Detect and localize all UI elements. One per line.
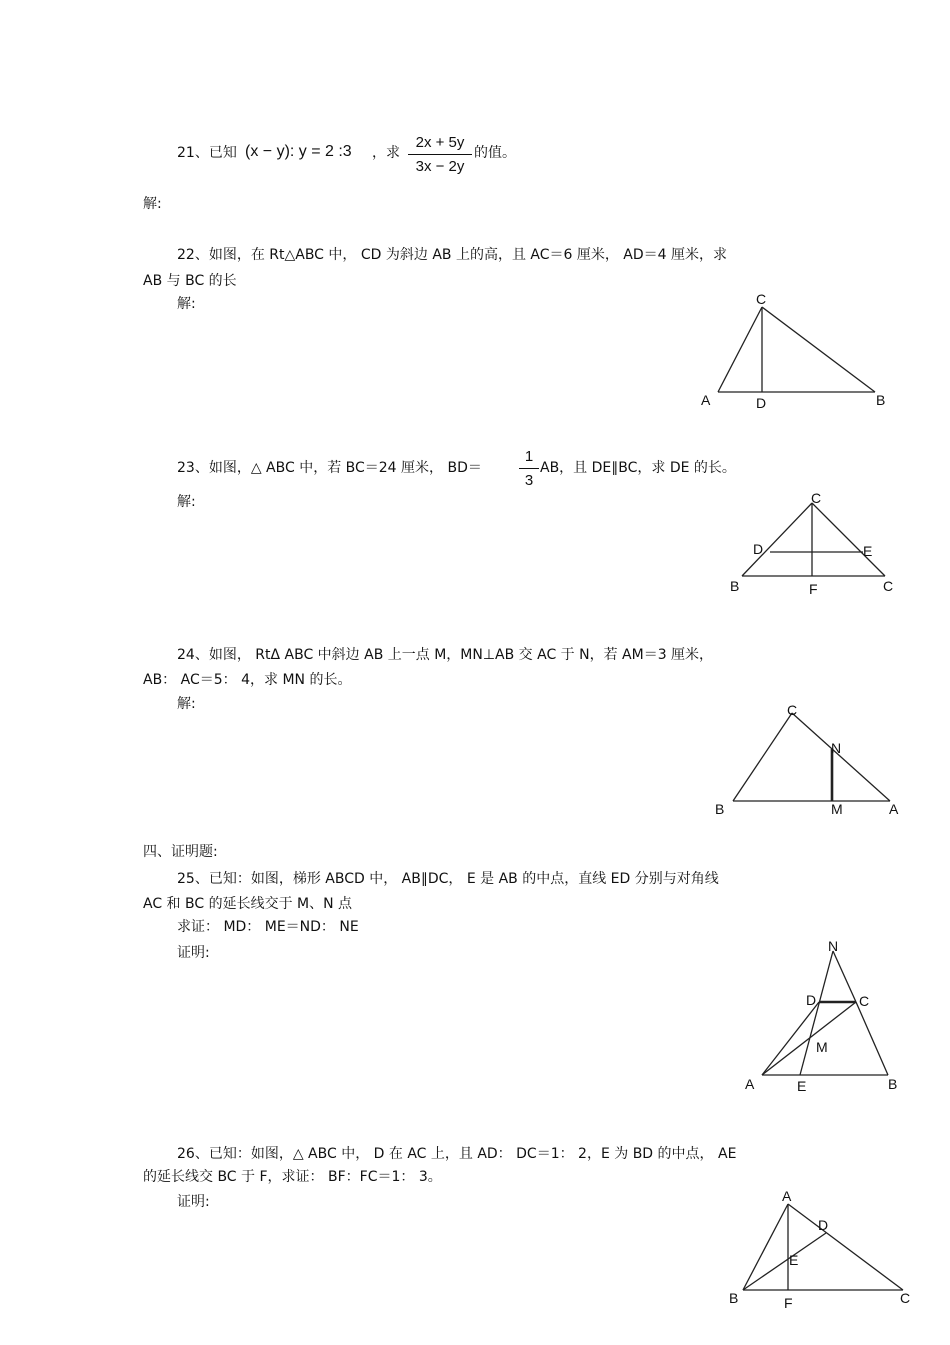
q26-answer-label: 证明:	[177, 1194, 210, 1210]
q21-fraction-denominator: 3x − 2y	[415, 158, 465, 175]
section-heading-proofs: 四、证明题:	[143, 844, 218, 860]
q23-label-d: D	[753, 541, 764, 557]
q21-ratio: (x − y): y = 2 :3	[245, 143, 352, 160]
q21-answer-label: 解:	[143, 196, 162, 212]
q26-label-f: F	[784, 1295, 793, 1311]
q24-label-m: M	[831, 801, 843, 817]
q25-label-c: C	[859, 993, 870, 1009]
q22-text-line2: AB 与 BC 的长	[143, 273, 237, 289]
q22-label-d: D	[756, 395, 767, 411]
q25-answer-label: 证明:	[177, 945, 210, 961]
q25-label-d: D	[806, 992, 817, 1008]
q26-text-line2: 的延长线交 BC 于 F，求证： BF：FC＝1： 3。	[143, 1169, 442, 1185]
q24-label-n: N	[831, 740, 842, 756]
q22-answer-label: 解:	[177, 296, 196, 312]
q25-prove-statement: 求证： MD： ME＝ND： NE	[177, 919, 359, 935]
q22-figure	[690, 285, 900, 415]
q21-fraction	[408, 134, 472, 175]
q23-fraction-numerator: 1	[519, 448, 539, 469]
q25-label-a: A	[745, 1076, 755, 1092]
q23-label-e: E	[863, 543, 873, 559]
q21-prefix: 21、已知	[177, 145, 237, 161]
q22-label-b: B	[876, 392, 886, 408]
q26-label-c: C	[900, 1290, 911, 1306]
q22-text-line1: 22、如图，在 Rt△ABC 中， CD 为斜边 AB 上的高，且 AC＝6 厘米， AD＝4 厘米，求	[177, 247, 728, 263]
q26-text-line1: 26、已知：如图，△ ABC 中， D 在 AC 上，且 AD： DC＝1： 2，E 为 BD 的中点， AE	[177, 1146, 737, 1162]
q23-label-b: B	[730, 578, 740, 594]
q24-figure	[705, 696, 920, 826]
q22-label-c: C	[756, 291, 767, 307]
q24-label-a: A	[889, 801, 899, 817]
q22-label-a: A	[701, 392, 711, 408]
q23-prefix: 23、如图，△ ABC 中，若 BC＝24 厘米， BD＝	[177, 460, 482, 476]
q26-label-a: A	[782, 1188, 792, 1204]
q23-figure	[720, 488, 910, 603]
q23-fraction	[519, 448, 539, 489]
q26-label-b: B	[729, 1290, 739, 1306]
q23-label-c-right: C	[883, 578, 894, 594]
q23-answer-label: 解:	[177, 494, 196, 510]
q25-label-e: E	[797, 1078, 807, 1094]
q21-ask: ，求	[372, 145, 400, 161]
q25-text-line2: AC 和 BC 的延长线交于 M、N 点	[143, 896, 353, 912]
q23-label-c-top: C	[811, 490, 822, 506]
q25-figure	[735, 935, 915, 1100]
q26-label-e: E	[789, 1252, 799, 1268]
q25-text-line1: 25、已知：如图，梯形 ABCD 中， AB∥DC， E 是 AB 的中点，直线 ED 分别与对角线	[177, 871, 719, 887]
q21-fraction-numerator: 2x + 5y	[408, 134, 472, 155]
q24-label-c: C	[787, 702, 798, 718]
q25-label-n: N	[828, 938, 839, 954]
q25-label-m: M	[816, 1039, 828, 1055]
q23-label-f: F	[809, 581, 818, 597]
q23-suffix: AB，且 DE∥BC，求 DE 的长。	[540, 460, 736, 476]
q24-text-line1: 24、如图， RtΔ ABC 中斜边 AB 上一点 M，MN⊥AB 交 AC 于 N，若 AM＝3 厘米，	[177, 647, 714, 663]
q24-text-line2: AB： AC＝5： 4，求 MN 的长。	[143, 672, 352, 688]
q24-answer-label: 解:	[177, 696, 196, 712]
q26-label-d: D	[818, 1217, 829, 1233]
q21-suffix: 的值。	[474, 145, 516, 161]
q23-fraction-denominator: 3	[524, 472, 534, 489]
q24-label-b: B	[715, 801, 725, 817]
q25-label-b: B	[888, 1076, 898, 1092]
q26-figure	[715, 1185, 920, 1320]
